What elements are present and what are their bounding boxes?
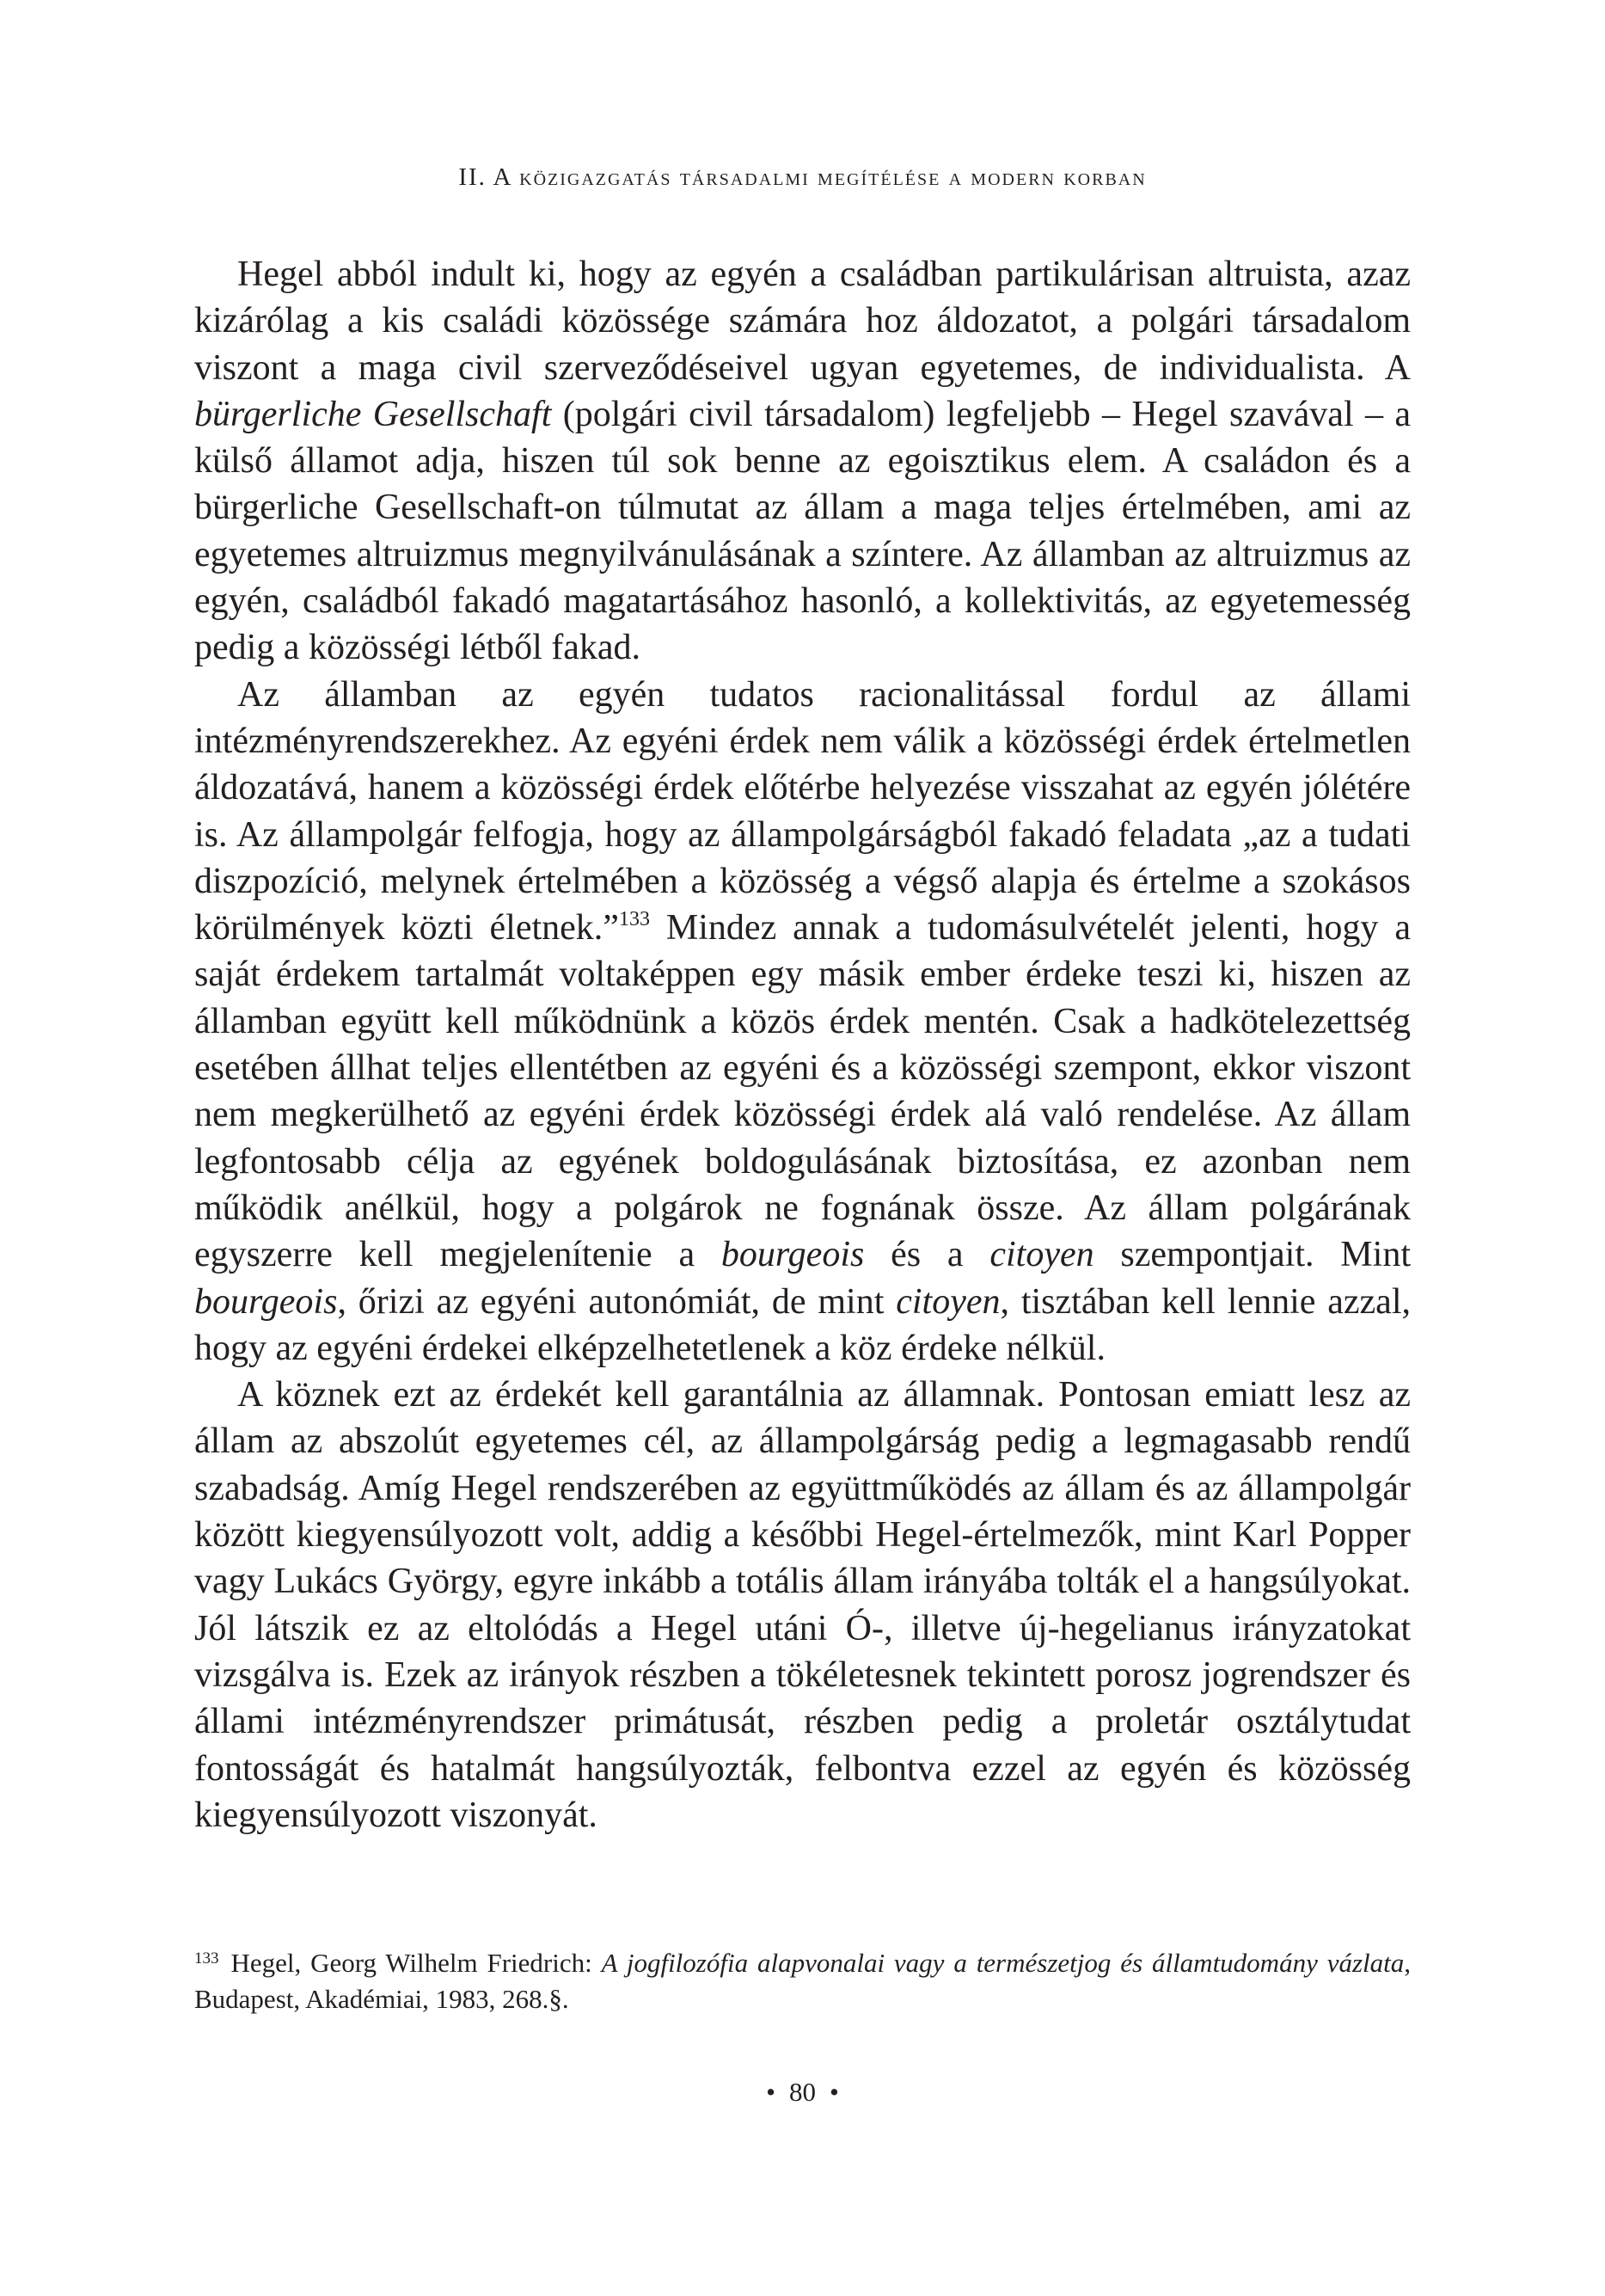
text-run: szempontjait. Mint [1093,1235,1411,1275]
page-number [0,2077,1605,2108]
text-run: , őrizi az egyéni autonómiát, de mint [337,1281,897,1322]
text-run: Az államban az egyén tudatos racionalitással fordul az állami intézményrendszerekhez. Az egyéni érdek nem válik a közösségi érdek értelmetlen áldozatává, hanem a közösségi érdek előtérbe helyezése visszahat az egyén jólétére is. Az állampolgár felfogja, hogy az állampolgárságból fakadó feladata „az a tudati diszpozíció, melynek értelmében a közösség a végső alapja és értelme a szokásos körülmények közti életnek.” [194,674,1411,948]
footnote [194,1945,1411,2017]
text-run: Mindez annak a tudomásulvételét jelenti, hogy a saját érdekem tartalmát voltaképpen egy másik ember érdeke teszi ki, hiszen az államban együtt kell működnünk a közös érdek mentén. Csak a hadkötelezettség esetében állhat teljes ellentétben az egyéni és a közösségi szempont, ekkor viszont nem megkerülhető az egyéni érdek közösségi érdek alá való rendelése. Az állam legfontosabb célja az egyének boldogulásának biztosítása, ez azonban nem működik anélkül, hogy a polgárok ne fognának össze. Az állam polgárának egyszerre kell megjelenítenie a [194,908,1411,1275]
text-run: A köznek ezt az érdekét kell garantálnia az államnak. Pontosan emiatt lesz az állam az abszolút egyetemes cél, az állampolgárság pedig a legmagasabb rendű szabadság. Amíg Hegel rendszerében az együttműködés az állam és az állampolgár között kiegyensúlyozott volt, addig a későbbi Hegel-értelmezők, mint Karl Popper vagy Lukács György, egyre inkább a totális állam irányába tolták el a hangsúlyokat. Jól látszik ez az eltolódás a Hegel utáni Ó-, illetve új-hegelianus irányzatokat vizsgálva is. Ezek az irányok részben a tökéletesnek tekintett porosz jogrendszer és állami intézményrendszer primátusát, részben pedig a proletár osztálytudat fontosságát és hatalmát hangsúlyozták, felbontva ezzel az egyén és közösség kiegyensúlyozott viszonyát. [194,1375,1411,1835]
paragraph-1 [194,251,1411,672]
bullet-left: • [766,2077,775,2107]
page-number-value: 80 [789,2077,816,2107]
text-run: (polgári civil társadalom) legfeljebb – Hegel szavával – a külső államot adja, hiszen túl sok benne az egoisztikus elem. A családon és a bürgerliche Gesellschaft-on túlmutat az állam a maga teljes értelmében, ami az egyetemes altruizmus megnyilvánulásának a színtere. Az államban az altruizmus az egyén, családból fakadó magatartásához hasonló, a kollektivitás, az egyetemesség pedig a közösségi létből fakad. [194,394,1411,668]
italic-term: citoyen [989,1235,1094,1275]
bullet-right: • [830,2077,839,2107]
text-run: és a [864,1235,990,1275]
footnote-number: 133 [194,1949,219,1968]
italic-term: bourgeois [720,1235,865,1275]
italic-term: bourgeois [194,1281,338,1322]
text-run: Hegel abból indult ki, hogy az egyén a családban partikulárisan altruista, azaz kizárólag a kis családi közössége számára hoz áldozatot, a polgári társadalom viszont a maga civil szerveződéseivel ugyan egyetemes, de individualista. A [194,255,1411,388]
footnote-book-title: A jogfilozófia alapvonalai vagy a természetjog és államtudomány vázlata [601,1948,1405,1978]
paragraph-2 [194,672,1411,1372]
paragraph-3 [194,1372,1411,1839]
italic-term: citoyen [896,1281,1001,1322]
footnote-text: , Budapest, Akadémiai, 1983, 268.§. [194,1948,1411,2014]
footnote-text: Hegel, Georg Wilhelm Friedrich: [230,1948,602,1978]
running-head: II. A közigazgatás társadalmi megítélése a modern korban [458,163,1147,191]
text-run: , tisztában kell lennie azzal, hogy az egyéni érdekei elképzelhetetlenek a köz érdeke nélkül. [194,1281,1411,1368]
italic-term: bürgerliche Gesellschaft [194,394,552,434]
main-text [194,251,1411,1839]
footnote-reference[interactable]: 133 [618,908,650,931]
